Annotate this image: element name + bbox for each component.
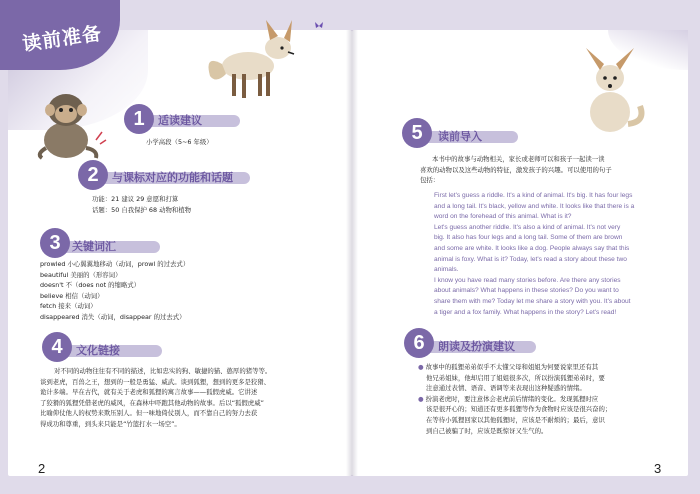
page-number-right: 3 [654,461,662,476]
section-6-number: 6 [404,328,434,358]
section-1-number: 1 [124,104,154,134]
section-3-title: 关键词汇 [72,240,116,253]
section-3-body: prowled 小心翼翼地移动（动词，prowl 的过去式） beautiful 美丽的（形容词） doesn't 不（does not 的缩略式） believe 相信（动词） fetch 接来（动词） disappeared 消失（动词，disappear 的过去式） [40,260,190,321]
page-number-left: 2 [38,461,46,476]
bullet-icon: ● [418,394,424,403]
section-4-number: 4 [42,332,72,362]
section-4-body: 对不同的动物往往有不同的描述，比如忠实的狗、敏捷的猫、憨厚的猪等等。 谈到老虎，百兽之王，想到的一般是勇猛、威武。谈到狐狸，想到的更多是狡猾、 诡计多端。早在古代，就有关于老虎和狐狸的寓言故事——狐假虎威。它讲述 了狡猾的狐狸凭借老虎的威风，在森林中吓跑其他动物的故事。后以“狐假虎威” 比喻仰仗他人的权势来欺压别人。但一味地倚仗别人，而不靠自己的努力去获 得成功和尊重，到头来只能是“竹篮打水一场空”。 [40,367,272,428]
butterfly-icon [314,22,324,30]
section-1-title: 适读建议 [158,114,202,127]
book-gutter [346,30,358,476]
section-2-number: 2 [78,160,108,190]
section-1-body: 小学高段（5~6 年级） [146,138,213,146]
section-4-title: 文化链接 [76,344,120,357]
section-6-title: 朗读及扮演建议 [438,340,515,353]
section-2-title: 与课标对应的功能和话题 [112,171,233,184]
section-6-body: ● 故事中的狐狸弟弟似乎不太懂父母和姐姐为何要说家里还有其 他兄弟姐妹，他却启用了姐姐很多次，所以扮演狐狸弟弟时，要 注意通过表情、语音、语调等来表现出这种疑惑的情绪。 ● 扮演老虎时，要注意体会老虎前后情绪的变化。发现狐狸时应 该是很开心的；知道还有更多狐狸等作为食物时应该是很兴奋的； 在等待小狐狸回家以其他狐狸时，应该是不耐烦的；最后，意识 到自己被骗了时，应该是既惊讶又生气的。 [418,363,612,435]
section-2-body: 功能：21 建议 29 意愿和打算 话题：50 自我保护 68 动物和植物 [92,195,192,214]
section-5-title: 读前导入 [438,130,482,143]
monkey-illustration [26,80,108,162]
section-5-intro: 本书中的故事与动物相关，家长或老师可以和孩子一起读一读 喜欢的动物以及这些动物的特征，激发孩子的兴趣。可以使用的句子 包括： [420,155,612,185]
section-3-number: 3 [40,228,70,258]
fox-illustration-left [200,14,310,104]
bullet-icon: ● [418,363,424,371]
section-5-english: First let's guess a riddle. It's a kind of animal. It's big. It has four legs and a long tail. It's black, yellow and white. It looks like that there is a word on the forehead of this animal. What is it? Let's guess another riddle. It's also a kind of animal. It's not very big. It also has four legs and a long tail. Some of them are brown and some are white. It looks like a dog. People always say that this animal is foxy. What is it? Today, let's read a story about these two animals. I know you have read many stories before. Are there any stories about animals? What happens in these stories? Do you want to share them with me? Today let me share a story with you. It's about a tiger and a fox family. What happens in the story? Let's read! [434,192,635,316]
tab-title: 读前准备 [21,22,104,56]
fox-illustration-right [570,44,650,136]
section-5-number: 5 [402,118,432,148]
